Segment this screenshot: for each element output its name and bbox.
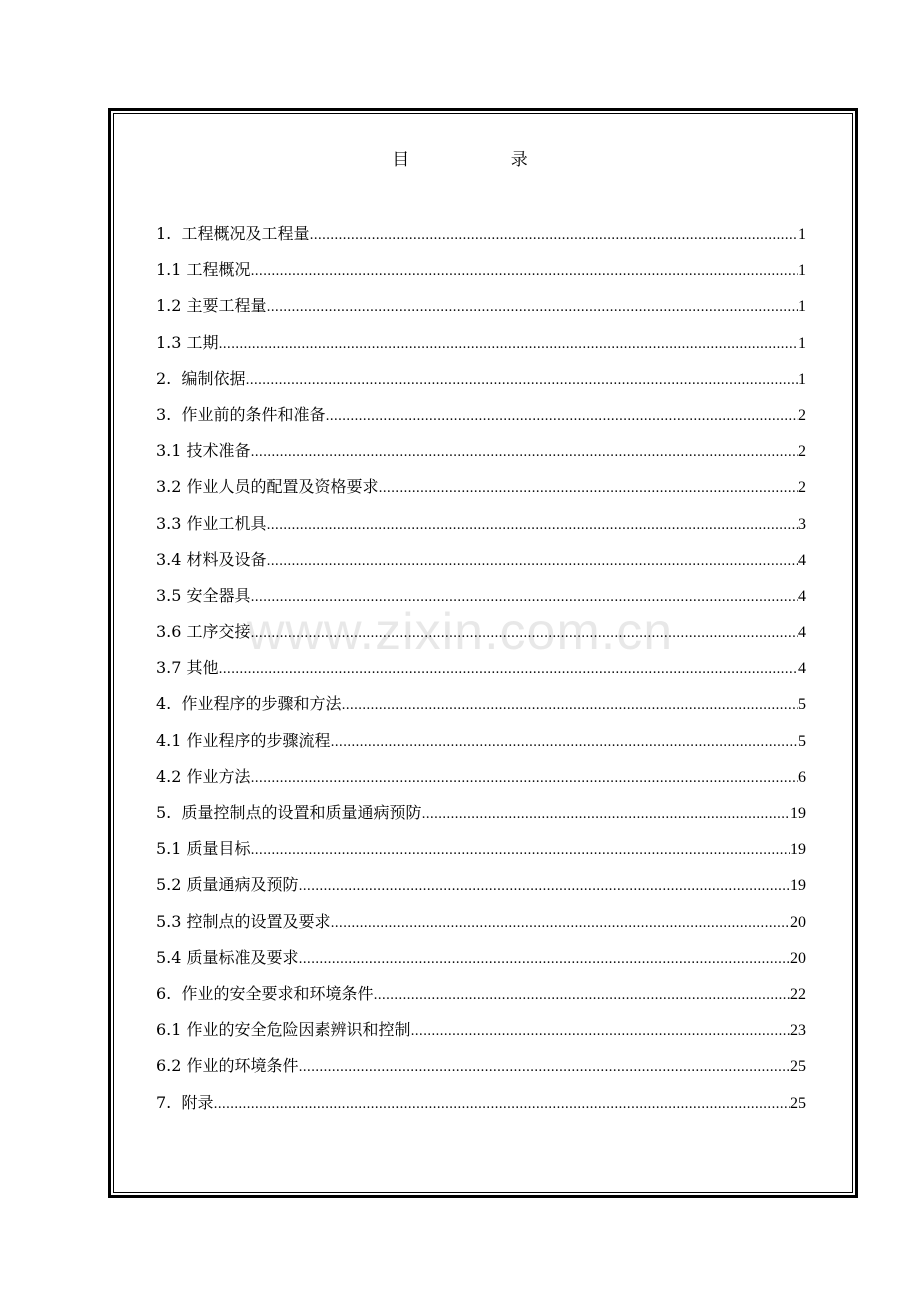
toc-entry-page-number: 1 bbox=[798, 370, 806, 388]
toc-entry-page-number: 2 bbox=[798, 443, 806, 461]
toc-dot-leader bbox=[373, 983, 790, 1009]
toc-entry-page-number: 23 bbox=[790, 1022, 806, 1040]
toc-dot-leader bbox=[421, 802, 790, 828]
toc-entry[interactable] bbox=[156, 583, 806, 619]
toc-dot-leader bbox=[251, 259, 798, 285]
toc-entry-page-number: 1 bbox=[798, 226, 806, 243]
toc-entry-page-number: 20 bbox=[790, 949, 806, 967]
toc-entry-number: 3.6 bbox=[156, 622, 187, 642]
toc-dot-leader bbox=[213, 1092, 790, 1118]
toc-entry[interactable] bbox=[156, 1053, 806, 1089]
toc-entry-page-number: 2 bbox=[798, 406, 806, 424]
toc-entry[interactable] bbox=[156, 257, 806, 293]
toc-entry[interactable] bbox=[156, 945, 806, 981]
toc-entry-number: 3.1 bbox=[156, 441, 187, 461]
toc-entry[interactable] bbox=[156, 981, 806, 1017]
toc-entry-page-number: 1 bbox=[798, 298, 806, 316]
toc-entry-page-number: 4 bbox=[798, 624, 806, 642]
toc-entry-number: 3.3 bbox=[156, 513, 187, 533]
toc-dot-leader bbox=[251, 766, 798, 792]
toc-dot-leader bbox=[251, 838, 790, 864]
toc-dot-leader bbox=[251, 440, 798, 466]
toc-entry-title: 工期 bbox=[186, 332, 219, 352]
toc-entry-title: 作业的安全危险因素辨识和控制 bbox=[186, 1020, 411, 1040]
toc-entry-page-number: 6 bbox=[798, 768, 806, 786]
toc-entry-number: 2. bbox=[156, 368, 182, 388]
toc-entry[interactable] bbox=[156, 764, 806, 800]
toc-entry-number: 3.5 bbox=[156, 585, 187, 605]
toc-entry-page-number: 25 bbox=[790, 1094, 806, 1112]
toc-dot-leader bbox=[251, 585, 798, 611]
toc-entry-title: 工程概况 bbox=[186, 260, 251, 280]
toc-dot-leader bbox=[379, 476, 798, 502]
toc-entry-title: 作业方法 bbox=[186, 766, 251, 786]
toc-dot-leader bbox=[267, 549, 798, 575]
toc-dot-leader bbox=[219, 332, 798, 358]
toc-entry-number: 5. bbox=[156, 803, 182, 822]
toc-entry-number: 1.2 bbox=[156, 296, 187, 316]
toc-entry-page-number: 2 bbox=[798, 479, 806, 497]
toc-dot-leader bbox=[331, 911, 790, 937]
toc-entry-number: 1.1 bbox=[156, 260, 187, 280]
toc-dot-leader bbox=[411, 1019, 790, 1045]
toc-dot-leader bbox=[219, 657, 798, 683]
toc-entry-number: 3. bbox=[156, 404, 182, 424]
toc-entry[interactable] bbox=[156, 691, 806, 727]
toc-entry-number: 3.7 bbox=[156, 658, 187, 678]
toc-entry-page-number: 19 bbox=[790, 841, 806, 859]
toc-entry-title: 控制点的设置及要求 bbox=[186, 911, 331, 931]
toc-entry-number: 5.1 bbox=[156, 839, 187, 859]
toc-entry[interactable] bbox=[156, 619, 806, 655]
toc-entry[interactable] bbox=[156, 293, 806, 329]
toc-entry-page-number: 1 bbox=[798, 262, 806, 280]
toc-entry-title: 作业人员的配置及资格要求 bbox=[186, 477, 379, 497]
toc-entry-title: 质量控制点的设置和质量通病预防 bbox=[181, 803, 422, 822]
toc-entry[interactable] bbox=[156, 402, 806, 438]
toc-entry-number: 6.1 bbox=[156, 1020, 187, 1040]
watermark: www.zixin.com.cn bbox=[246, 603, 674, 661]
toc-dot-leader bbox=[299, 1055, 790, 1081]
toc-entry[interactable] bbox=[156, 728, 806, 764]
toc-dot-leader bbox=[245, 368, 798, 394]
toc-entry-page-number: 5 bbox=[798, 732, 806, 750]
toc-entry-page-number: 1 bbox=[798, 334, 806, 352]
toc-entry-page-number: 4 bbox=[798, 587, 806, 605]
toc-entry[interactable] bbox=[156, 1017, 806, 1053]
toc-entry-page-number: 25 bbox=[790, 1058, 806, 1076]
toc-dot-leader bbox=[267, 513, 798, 539]
toc-entry[interactable] bbox=[156, 872, 806, 908]
toc-entry-title: 质量目标 bbox=[186, 839, 251, 859]
toc-entry-number: 6.2 bbox=[156, 1056, 187, 1076]
toc-entry-number: 1.3 bbox=[156, 332, 187, 352]
toc-entry-title: 作业程序的步骤流程 bbox=[186, 730, 331, 750]
toc-entry[interactable] bbox=[156, 909, 806, 945]
toc-entry-number: 6. bbox=[156, 983, 182, 1003]
toc-dot-leader bbox=[267, 295, 798, 321]
toc-dot-leader bbox=[331, 730, 798, 756]
toc-entry-number: 4. bbox=[156, 694, 182, 714]
toc-entry-title: 工程概况及工程量 bbox=[181, 224, 310, 243]
toc-entry-page-number: 3 bbox=[798, 515, 806, 533]
toc-dot-leader bbox=[299, 947, 790, 973]
toc-entry[interactable] bbox=[156, 836, 806, 872]
toc-entry-page-number: 5 bbox=[798, 696, 806, 714]
toc-entry-number: 3.2 bbox=[156, 477, 187, 497]
toc-entry-title: 质量标准及要求 bbox=[186, 947, 299, 967]
toc-entry-title: 其他 bbox=[186, 658, 219, 678]
toc-entry-title: 附录 bbox=[181, 1092, 214, 1112]
toc-entry-title: 作业前的条件和准备 bbox=[181, 404, 326, 424]
toc-entry-page-number: 22 bbox=[790, 985, 806, 1003]
toc-entry-number: 5.2 bbox=[156, 875, 187, 895]
toc-entry-number: 5.4 bbox=[156, 947, 187, 967]
toc-entry-page-number: 4 bbox=[798, 660, 806, 678]
toc-entry-number: 5.3 bbox=[156, 911, 187, 931]
toc-entry-number: 1. bbox=[156, 224, 182, 243]
toc-entry-number: 4.2 bbox=[156, 766, 187, 786]
toc-entry-title: 编制依据 bbox=[181, 368, 246, 388]
toc-list bbox=[156, 221, 806, 1126]
toc-entry[interactable] bbox=[156, 511, 806, 547]
toc-entry-page-number: 19 bbox=[790, 877, 806, 895]
toc-entry-page-number: 19 bbox=[790, 805, 806, 822]
toc-entry[interactable] bbox=[156, 547, 806, 583]
toc-entry-title: 安全器具 bbox=[186, 585, 251, 605]
toc-entry-page-number: 20 bbox=[790, 913, 806, 931]
toc-entry-page-number: 4 bbox=[798, 551, 806, 569]
toc-dot-leader bbox=[325, 404, 798, 430]
toc-entry-number: 7. bbox=[156, 1092, 182, 1112]
toc-entry-title: 作业程序的步骤和方法 bbox=[181, 694, 342, 714]
toc-entry-title: 作业工机具 bbox=[186, 513, 267, 533]
toc-entry[interactable] bbox=[156, 366, 806, 402]
toc-entry-title: 作业的环境条件 bbox=[186, 1056, 299, 1076]
toc-entry-title: 主要工程量 bbox=[186, 296, 267, 316]
toc-entry-title: 作业的安全要求和环境条件 bbox=[181, 983, 374, 1003]
toc-entry[interactable] bbox=[156, 800, 806, 836]
toc-entry[interactable] bbox=[156, 1090, 806, 1126]
toc-dot-leader bbox=[251, 621, 798, 647]
toc-entry-number: 3.4 bbox=[156, 549, 187, 569]
toc-dot-leader bbox=[341, 693, 798, 719]
toc-entry[interactable] bbox=[156, 438, 806, 474]
toc-entry-title: 工序交接 bbox=[186, 622, 251, 642]
toc-entry-title: 技术准备 bbox=[186, 441, 251, 461]
toc-entry-number: 4.1 bbox=[156, 730, 187, 750]
toc-entry-title: 材料及设备 bbox=[186, 549, 267, 569]
toc-title: 目 录 bbox=[392, 150, 576, 170]
toc-entry-title: 质量通病及预防 bbox=[186, 875, 299, 895]
toc-entry[interactable] bbox=[156, 221, 806, 257]
toc-entry[interactable] bbox=[156, 330, 806, 366]
toc-entry[interactable] bbox=[156, 655, 806, 691]
toc-dot-leader bbox=[299, 874, 790, 900]
toc-entry[interactable] bbox=[156, 474, 806, 510]
toc-dot-leader bbox=[309, 223, 798, 249]
